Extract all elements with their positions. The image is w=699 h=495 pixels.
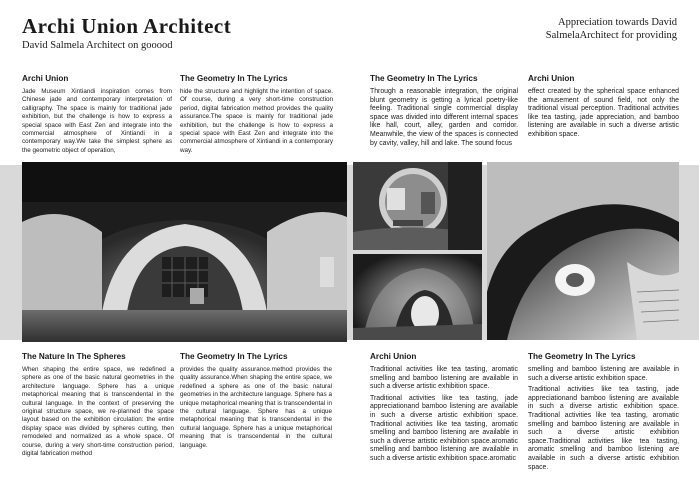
acknowledgement-line-1: Appreciation towards David xyxy=(558,17,677,28)
page-title: Archi Union Architect xyxy=(22,14,232,38)
bottom-column-1 xyxy=(22,352,174,492)
courtyard-photo xyxy=(353,162,482,250)
column-text: Traditional activities like tea tasting, jade appreciationand bamboo listening are available in such a diverse artistic exhibition space. Traditional activities like tea tasting, aromatic smelling and bamboo listening are available in such a diverse artistic exhibition space.aromatic smelling and bamboo listening are available in such a diverse artistic exhibition space.aromatic xyxy=(370,394,518,462)
top-column-1 xyxy=(22,74,172,164)
column-text: Jade Museum Xintiandi inspiration comes from Chinese jade and contemporary interpretation of calligraphy. The space is mainly for traditional jade exhibition, but the challenge is how to express a special space with East Zen and integrate into the commercial atmosphere of Xintiandi in a contemporary way.We take the simplest sphere as the geometric object of operation, xyxy=(22,88,172,154)
acknowledgement-line-2: SalmelaArchitect for providing xyxy=(545,30,677,41)
column-heading: Archi Union xyxy=(370,352,417,361)
bottom-column-2 xyxy=(180,352,332,492)
column-text: provides the quality assurance.method provides the quality assurance.When shaping the entire space, we redefined a sphere as one of the basic natural geometries in the architecture language. Sphere has a unique metaphorical meaning that is transcendental in the cultural language. Sphere has a unique metaphorical meaning that is transcendental in the cultural language. Sphere has a unique metaphorical meaning that is transcendental in the cultural language. xyxy=(180,366,332,449)
column-text: Through a reasonable integration, the original blunt geometry is getting a lyrical poetry-like feeling. Traditional single commercial display space was divided into different internal spaces like hall, court, alley, garden and corridor. Meanwhile, the view of the spaces is connected by cavity, valley, hill and lake. The sound focus xyxy=(370,88,518,147)
acknowledgement xyxy=(487,16,677,42)
top-column-3 xyxy=(370,74,518,164)
tunnel-photo xyxy=(353,254,482,340)
column-text: When shaping the entire space, we redefined a sphere as one of the basic natural geometries in the architecture language. Sphere has a unique metaphorical meaning that is transcendental in the cultural language. In the context of preserving the original structure space, we re-planned the space layout based on the exhibition circulation: the entire display space was divided by spheres cutting, then remodeled and normalized as a whole space. Of course, during a very short-time construction period, digital fabrication method xyxy=(22,366,174,458)
column-heading: The Geometry In The Lyrics xyxy=(180,74,288,83)
column-heading: Archi Union xyxy=(528,74,575,83)
column-heading: The Nature In The Spheres xyxy=(22,352,126,361)
hall-photo xyxy=(22,162,347,342)
column-heading: The Geometry In The Lyrics xyxy=(528,352,636,361)
column-heading: Archi Union xyxy=(22,74,69,83)
column-text: smelling and bamboo listening are available in such a diverse artistic exhibition space. xyxy=(528,366,679,382)
top-column-2 xyxy=(180,74,333,164)
ceiling-photo xyxy=(487,162,679,340)
bottom-column-3 xyxy=(370,352,518,492)
column-heading: The Geometry In The Lyrics xyxy=(180,352,288,361)
page-subtitle: David Salmela Architect on gooood xyxy=(22,40,173,51)
column-heading: The Geometry In The Lyrics xyxy=(370,74,478,83)
column-text: Traditional activities like tea tasting, aromatic smelling and bamboo listening are available in such a diverse artistic exhibition space. xyxy=(370,366,518,391)
top-column-4 xyxy=(528,74,679,164)
column-text: Traditional activities like tea tasting, jade appreciationand bamboo listening are available in such a diverse artistic exhibition space. Traditional activities like tea tasting, aromatic smelling and bamboo listening are available in such a diverse artistic exhibition space.Traditional activities like tea tasting, aromatic smelling and bamboo listening are available in such a diverse artistic exhibition space. xyxy=(528,386,679,471)
bottom-column-4 xyxy=(528,352,679,492)
column-text: hide the structure and highlight the intention of space. Of course, during a very short-time construction period, digital fabrication method provides the quality assurance.The space is mainly for traditional jade exhibition, but the challenge is how to express a special space with East Zen and integrate into the commercial atmosphere of Xintiandi in a contemporary way. xyxy=(180,88,333,154)
column-text: effect created by the spherical space enhanced the amusement of sound field, not only the traditional visual perception. Traditional activities like tea tasting, jade appreciation, and bamboo listening are available in such a diverse artistic exhibition space. xyxy=(528,88,679,138)
